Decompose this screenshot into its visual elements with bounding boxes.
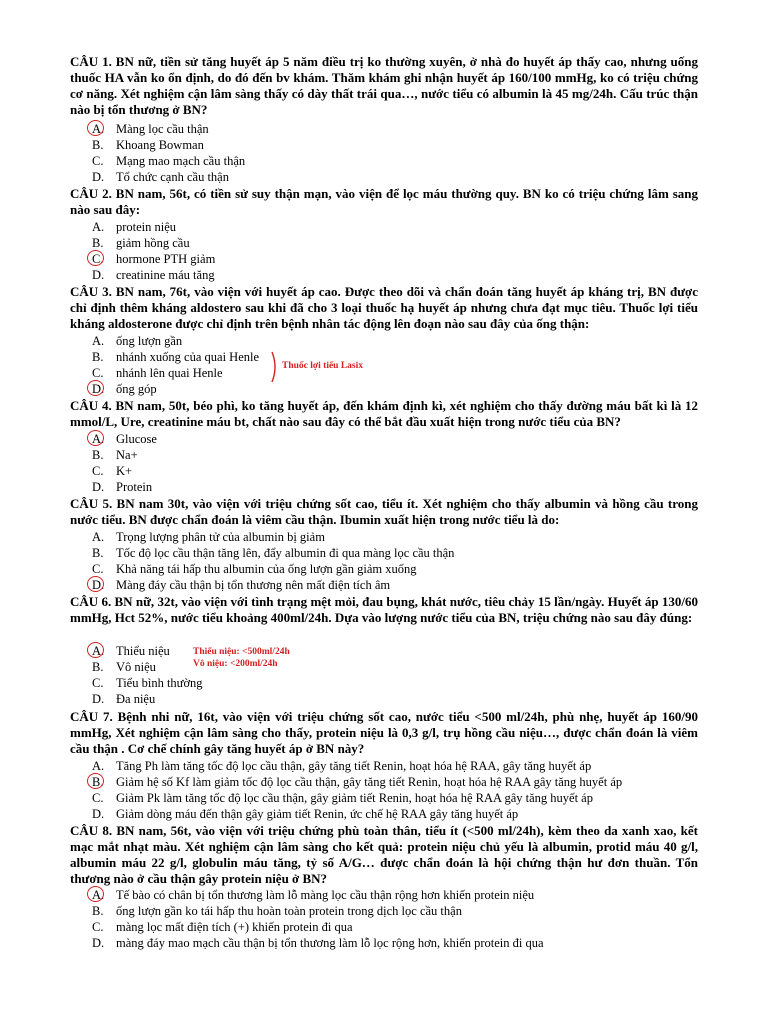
option-1b[interactable]: B. Khoang Bowman (92, 138, 204, 152)
option-3d[interactable]: D. ống góp (92, 382, 157, 397)
option-letter: B. (92, 775, 116, 790)
option-5c[interactable]: C. Khả năng tái hấp thu albumin của ống lượn gần giảm xuống (92, 562, 417, 576)
option-8d[interactable]: D. màng đáy mao mạch cầu thận bị tổn thương làm lỗ lọc rộng hơn, khiến protein đi qua (92, 936, 544, 950)
option-letter: B. (92, 350, 104, 364)
annotation-bracket (270, 350, 280, 384)
option-letter: C. (92, 464, 104, 478)
option-letter: D. (92, 170, 105, 184)
option-7b[interactable]: B. Giảm hệ số Kf làm giảm tốc độ lọc cầu thận, gây tăng tiết Renin, hoạt hóa hệ RAA gây tăng huyết áp (92, 775, 622, 790)
option-letter: D. (92, 692, 105, 706)
option-letter: A. (92, 888, 116, 903)
option-5b[interactable]: B. Tốc độ lọc cầu thận tăng lên, đẩy albumin đi qua màng lọc cầu thận (92, 546, 455, 560)
option-2d[interactable]: D. creatinine máu tăng (92, 268, 215, 282)
option-7c[interactable]: C. Giảm Pk làm tăng tốc độ lọc cầu thận, gây giảm tiết Renin, hoạt hóa hệ RAA gây tăng huyết áp (92, 791, 593, 805)
question-4: CÂU 4. BN nam, 50t, béo phì, ko tăng huyết áp, đến khám định kì, xét nghiệm cho thấy đường máu bất kì là 12 mmol/L, Ure, creatinine máu bt, chất nào sau đây có thể bắt đầu xuất hiện trong nước tiểu của BN? (70, 398, 698, 429)
option-2a[interactable]: A. protein niệu (92, 220, 177, 234)
option-letter: B. (92, 138, 104, 152)
option-1a[interactable]: A. Màng lọc cầu thận (92, 122, 209, 137)
option-5d[interactable]: D. Màng đáy cầu thận bị tổn thương nên mất điện tích âm (92, 578, 390, 593)
option-letter: D. (92, 382, 116, 397)
option-letter: A. (92, 334, 105, 348)
option-5a[interactable]: A. Trọng lượng phân tử của albumin bị giảm (92, 530, 325, 544)
option-letter: C. (92, 562, 104, 576)
option-6c[interactable]: C. Tiểu bình thường (92, 676, 203, 690)
option-letter: C. (92, 920, 104, 934)
annotation-note-oliguria: Thiểu niệu: <500ml/24h (193, 647, 290, 657)
option-letter: D. (92, 578, 116, 593)
option-letter: A. (92, 644, 116, 659)
question-1: CÂU 1. BN nữ, tiền sử tăng huyết áp 5 năm điều trị ko thường xuyên, ở nhà đo huyết áp thấy cao, nhưng uống thuốc HA vẫn ko ổn định, do đó đến bv khám. Thăm khám ghi nhận huyết áp 160/100 mmHg, ko có triệu chứng cơ năng. Xét nghiệm cận lâm sàng thấy có dày thất trái qua…, nước tiểu có albumin là 45 mg/24h. Cấu trúc thận nào bị tổn thương ở BN? (70, 54, 698, 117)
option-letter: C. (92, 791, 104, 805)
question-8: CÂU 8. BN nam, 56t, vào viện với triệu chứng phù toàn thân, tiểu ít (<500 ml/24h), kèm theo da xanh xao, kết mạc mắt nhạt màu. Xét nghiệm cận lâm sàng cho kết quả: protein niệu chủ yếu là albumin, protid máu 40 g/l, albumin máu 22 g/l, globulin máu tăng, tỷ số A/G… được chẩn đoán là hội chứng thận hư đơn thuần. Tổn thương nào ở cầu thận gây protein niệu ở BN? (70, 823, 698, 886)
option-letter: D. (92, 480, 105, 494)
option-letter: B. (92, 448, 104, 462)
option-7a[interactable]: A. Tăng Ph làm tăng tốc độ lọc cầu thận, gây tăng tiết Renin, hoạt hóa hệ RAA, gây tăng huyết áp (92, 759, 592, 773)
option-7d[interactable]: D. Giảm dòng máu đến thận gây giảm tiết Renin, ức chế hệ RAA gây tăng huyết áp (92, 807, 519, 821)
question-3: CÂU 3. BN nam, 76t, vào viện với huyết áp cao. Được theo dõi và chẩn đoán tăng huyết áp kháng trị, BN được chỉ định thêm kháng aldostero sau khi đã cho 3 loại thuốc hạ huyết áp nhưng chưa đạt mục tiêu. Thuốc lợi tiểu kháng aldosterone được chỉ định trên bệnh nhân tác động lên đoạn nào sau đây của ống thận: (70, 284, 698, 331)
answer-circle-mark (87, 576, 104, 592)
option-letter: C. (92, 676, 104, 690)
option-3a[interactable]: A. ống lượn gần (92, 334, 183, 348)
option-2b[interactable]: B. giảm hồng cầu (92, 236, 190, 250)
option-3c[interactable]: C. nhánh lên quai Henle (92, 366, 223, 380)
option-letter: A. (92, 220, 105, 234)
option-1c[interactable]: C. Mạng mao mạch cầu thận (92, 154, 246, 168)
annotation-note-anuria: Vô niệu: <200ml/24h (193, 659, 278, 669)
option-letter: B. (92, 546, 104, 560)
option-letter: A. (92, 759, 105, 773)
question-2: CÂU 2. BN nam, 56t, có tiền sử suy thận mạn, vào viện để lọc máu thường quy. BN ko có triệu chứng lâm sang nào sau đây: (70, 186, 698, 217)
option-6b[interactable]: B. Vô niệu (92, 660, 156, 674)
option-8c[interactable]: C. màng lọc mất điện tích (+) khiến protein đi qua (92, 920, 353, 934)
option-4d[interactable]: D. Protein (92, 480, 153, 494)
annotation-note-lasix: Thuốc lợi tiểu Lasix (282, 361, 364, 371)
option-letter: C. (92, 366, 104, 380)
option-letter: D. (92, 807, 105, 821)
option-letter: A. (92, 530, 105, 544)
option-letter: B. (92, 660, 104, 674)
option-1d[interactable]: D. Tổ chức cạnh cầu thận (92, 170, 229, 184)
answer-circle-mark (87, 380, 104, 396)
answer-circle-mark (87, 773, 104, 789)
answer-circle-mark (87, 430, 104, 446)
option-4a[interactable]: A. Glucose (92, 432, 157, 447)
question-7: CÂU 7. Bệnh nhi nữ, 16t, vào viện với triệu chứng sốt cao, nước tiểu <500 ml/24h, phù nhẹ, huyết áp 160/90 mmHg, Xét nghiệm cận lâm sàng cho thấy, protein niệu là 0,3 g/l, trụ hồng cầu niệu…, được chẩn đoán là viêm cầu thận . Cơ chế chính gây tăng huyết áp ở BN này? (70, 709, 698, 756)
option-6d[interactable]: D. Đa niệu (92, 692, 156, 706)
option-letter: D. (92, 936, 105, 950)
option-2c[interactable]: C. hormone PTH giảm (92, 252, 215, 267)
option-4c[interactable]: C. K+ (92, 464, 133, 478)
option-letter: C. (92, 252, 116, 267)
option-letter: A. (92, 122, 116, 137)
option-letter: A. (92, 432, 116, 447)
option-letter: B. (92, 904, 104, 918)
option-3b[interactable]: B. nhánh xuống của quai Henle (92, 350, 260, 364)
option-letter: D. (92, 268, 105, 282)
answer-circle-mark (87, 250, 104, 266)
option-4b[interactable]: B. Na+ (92, 448, 138, 462)
answer-circle-mark (87, 120, 104, 136)
question-5: CÂU 5. BN nam 30t, vào viện với triệu chứng sốt cao, tiểu ít. Xét nghiệm cho thấy albumin và hồng cầu trong nước tiểu. BN được chẩn đoán là viêm cầu thận. Ibumin xuất hiện trong nước tiểu là do: (70, 496, 698, 527)
answer-circle-mark (87, 886, 104, 902)
answer-circle-mark (87, 642, 104, 658)
question-6: CÂU 6. BN nữ, 32t, vào viện với tình trạng mệt mỏi, đau bụng, khát nước, tiêu chảy 15 lần/ngày. Huyết áp 130/60 mmHg, Hct 52%, nước tiểu khoảng 400ml/24h. Dựa vào lượng nước tiểu của BN, triệu chứng nào sau đây đúng: (70, 594, 698, 625)
option-letter: C. (92, 154, 104, 168)
option-8a[interactable]: A. Tế bào có chân bị tổn thương làm lỗ màng lọc cầu thận rộng hơn khiến protein niệu (92, 888, 534, 903)
option-letter: B. (92, 236, 104, 250)
option-6a[interactable]: A. Thiểu niệu (92, 644, 170, 659)
option-8b[interactable]: B. ống lượn gần ko tái hấp thu hoàn toàn protein trong dịch lọc cầu thận (92, 904, 462, 918)
